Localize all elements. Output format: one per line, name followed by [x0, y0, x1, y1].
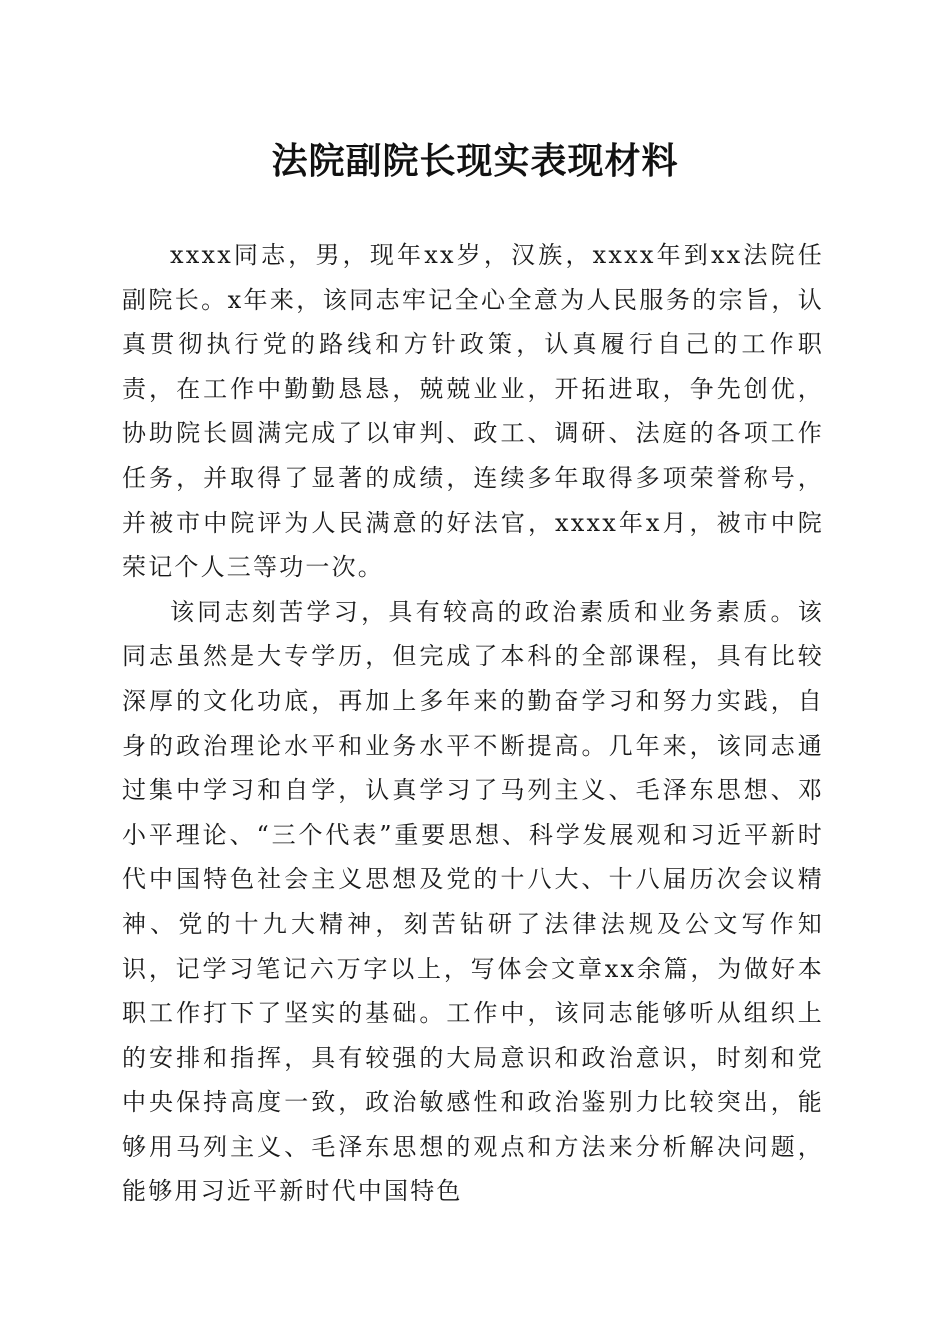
- document-body: [122, 233, 824, 1214]
- document-title: 法院副院长现实表现材料: [271, 140, 679, 182]
- paragraph-1: xxxx同志，男，现年xx岁，汉族，xxxx年到xx法院任副院长。x年来，该同志牢记全心全意为人民服务的宗旨，认真贯彻执行党的路线和方针政策，认真履行自己的工作职责，在工作中勤勤恳恳，兢兢业业，开拓进取，争先创优，协助院长圆满完成了以审判、政工、调研、法庭的各项工作任务，并取得了显著的成绩，连续多年取得多项荣誉称号，并被市中院评为人民满意的好法官，xxxx年x月，被市中院荣记个人三等功一次。: [122, 241, 824, 582]
- paragraph-2: 该同志刻苦学习，具有较高的政治素质和业务素质。该同志虽然是大专学历，但完成了本科的全部课程，具有比较深厚的文化功底，再加上多年来的勤奋学习和努力实践，自身的政治理论水平和业务水平不断提高。几年来，该同志通过集中学习和自学，认真学习了马列主义、毛泽东思想、邓小平理论、“三个代表”重要思想、科学发展观和习近平新时代中国特色社会主义思想及党的十八大、十八届历次会议精神、党的十九大精神，刻苦钻研了法律法规及公文写作知识，记学习笔记六万字以上，写体会文章xx余篇，为做好本职工作打下了坚实的基础。工作中，该同志能够听从组织上的安排和指挥，具有较强的大局意识和政治意识，时刻和党中央保持高度一致，政治敏感性和政治鉴别力比较突出，能够用马列主义、毛泽东思想的观点和方法来分析解决问题，能够用习近平新时代中国特色: [122, 597, 824, 1206]
